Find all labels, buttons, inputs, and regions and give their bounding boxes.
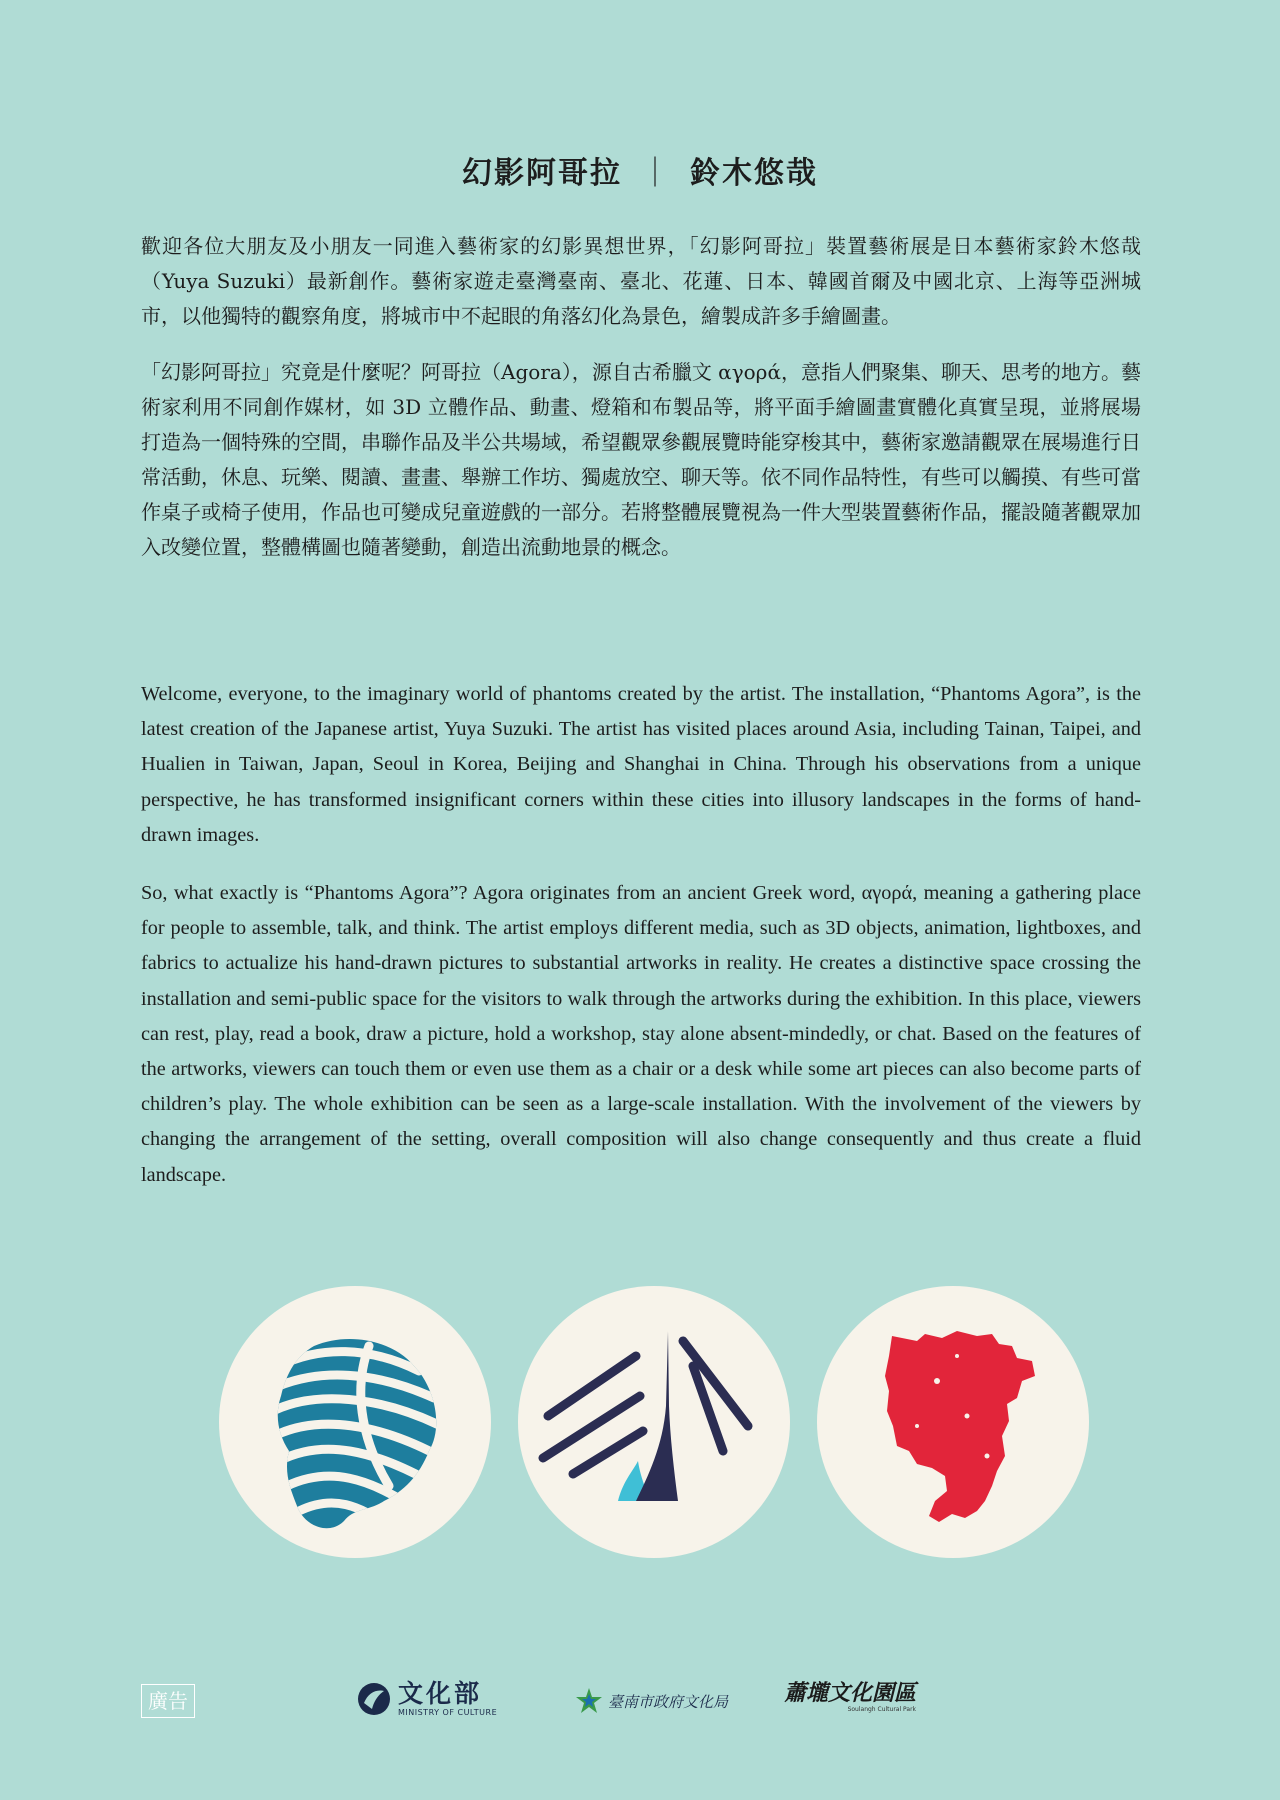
- footer-sponsors: [0, 1680, 1280, 1740]
- ministry-name-zh: 文化部: [398, 1679, 483, 1708]
- artwork-gallery: [219, 1286, 1089, 1558]
- page-title: [0, 148, 1280, 192]
- striped-blob-icon: [219, 1286, 491, 1558]
- intro-zh-paragraph-2: 「幻影阿哥拉」究竟是什麼呢？阿哥拉（Agora），源自古希臘文 αγορά，意指人們聚集、聊天、思考的地方。藝術家利用不同創作媒材，如 3D 立體作品、動畫、燈箱和布製品等，將平面手繪圖畫實體化真實呈現，並將展場打造為一個特殊的空間，串聯作品及半公共場域，希望觀眾參觀展覽時能穿梭其中，藝術家邀請觀眾在展場進行日常活動，休息、玩樂、閱讀、畫畫、舉辦工作坊、獨處放空、聊天等。依不同作品特性，有些可以觸摸、有些可當作桌子或椅子使用，作品也可變成兒童遊戲的一部分。若將整體展覽視為一件大型裝置藝術作品，擺設隨著觀眾加入改變位置，整體構圖也隨著變動，創造出流動地景的概念。: [141, 360, 1141, 559]
- ministry-name-en: MINISTRY OF CULTURE: [398, 1708, 498, 1717]
- intro-en-paragraph-1: Welcome, everyone, to the imaginary world of phantoms created by the artist. The installation, “Phantoms Agora”, is the latest creation of the Japanese artist, Yuya Suzuki. The artist has visited places around Asia, including Tainan, Taipei, and Hualien in Taiwan, Japan, Seoul in Korea, Beijing and Shanghai in China. Through his observations from a unique perspective, he has transformed insignificant corners within these cities into illusory landscapes in the forms of hand-drawn images.: [141, 683, 1141, 846]
- artist-name-zh: 鈴木悠哉: [690, 156, 818, 191]
- tainan-bureau-name: 臺南市政府文化局: [608, 1692, 729, 1711]
- park-name-zh: 蕭壠文化園區: [784, 1680, 917, 1706]
- ad-badge: 廣告: [141, 1684, 195, 1718]
- ministry-emblem-icon: [356, 1681, 392, 1717]
- artwork-red-shape: [817, 1286, 1089, 1558]
- park-name-en: Soulangh Cultural Park: [847, 1706, 917, 1713]
- artwork-striped-blob: [219, 1286, 491, 1558]
- star-emblem-icon: [574, 1686, 604, 1716]
- soulangh-cultural-park-logo: [784, 1680, 916, 1713]
- intro-en-paragraph-2: So, what exactly is “Phantoms Agora”? Agora originates from an ancient Greek word, αγορά, meaning a gathering place for people to assemble, talk, and think. The artist employs different media, such as 3D objects, animation, lightboxes, and fabrics to actualize his hand-drawn pictures to substantial artworks in reality. He creates a distinctive space crossing the installation and semi-public space for the visitors to walk through the artworks during the exhibition. In this place, viewers can rest, play, read a book, draw a picture, hold a workshop, stay alone absent-mindedly, or chat. Based on the features of the artworks, viewers can touch them or even use them as a chair or a desk while some art pieces can also become parts of children’s play. The whole exhibition can be seen as a large-scale installation. With the involvement of the viewers by changing the arrangement of the setting, overall composition will also change consequently and thus create a fluid landscape.: [141, 882, 1141, 1186]
- title-separator: ｜: [640, 156, 672, 191]
- exhibition-title-zh: 幻影阿哥拉: [462, 156, 622, 191]
- intro-english: [141, 677, 1141, 1216]
- strokes-spire-icon: [518, 1286, 790, 1558]
- ministry-of-culture-logo: [356, 1680, 497, 1717]
- intro-chinese: [141, 229, 1141, 586]
- artwork-strokes: [518, 1286, 790, 1558]
- intro-zh-paragraph-1: 歡迎各位大朋友及小朋友一同進入藝術家的幻影異想世界，「幻影阿哥拉」裝置藝術展是日本藝術家鈴木悠哉（Yuya Suzuki）最新創作。藝術家遊走臺灣臺南、臺北、花蓮、日本、韓國首爾及中國北京、上海等亞洲城市，以他獨特的觀察角度，將城市中不起眼的角落幻化為景色，繪製成許多手繪圖畫。: [141, 234, 1141, 328]
- red-map-icon: [817, 1286, 1089, 1558]
- tainan-cultural-affairs-logo: [574, 1686, 728, 1716]
